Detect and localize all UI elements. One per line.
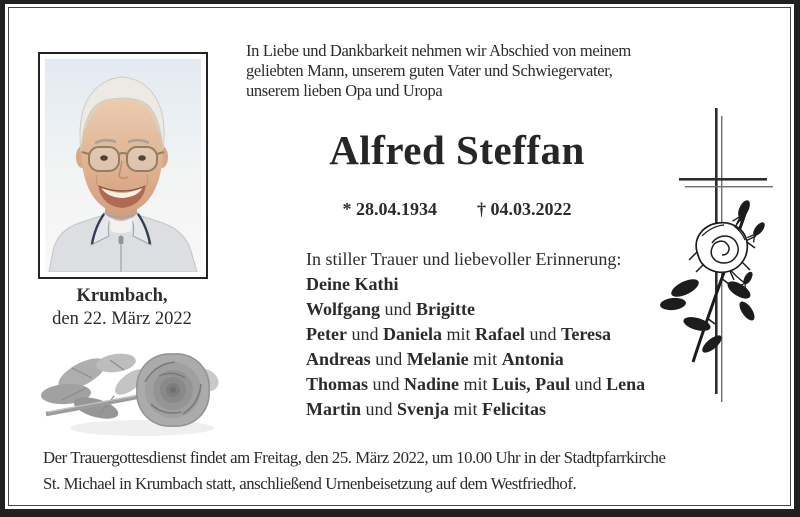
portrait-illustration — [45, 59, 201, 272]
text-line: Wolfgang und Brigitte — [306, 299, 475, 319]
birth-date: * 28.04.1934 — [342, 199, 437, 219]
text-line: Martin und Svenja mit Felicitas — [306, 399, 546, 419]
deceased-name: Alfred Steffan — [329, 127, 585, 173]
text-line: Andreas und Melanie mit Antonia — [306, 349, 564, 369]
text-line: St. Michael in Krumbach statt, anschließend Urnenbeisetzung auf dem Westfriedhof. — [43, 473, 577, 493]
mourning-block — [306, 247, 676, 422]
place-label: Krumbach, — [76, 286, 168, 306]
place-date-block — [29, 285, 215, 331]
text-line: Deine Kathi — [306, 274, 399, 294]
intro-paragraph — [246, 41, 676, 101]
text-line: Thomas und Nadine mit Luis, Paul und Lena — [306, 374, 646, 394]
service-announcement — [43, 445, 783, 496]
text-line: geliebten Mann, unserem guten Vater und Schwiegervater, — [246, 61, 613, 80]
death-date: † 04.03.2022 — [477, 199, 572, 219]
portrait-photo — [38, 52, 208, 279]
rose-photo — [30, 330, 225, 442]
cross-rose-illustration — [651, 92, 781, 414]
text-line: Der Trauergottesdienst findet am Freitag, den 25. März 2022, um 10.00 Uhr in der Stadtpfarrkirche — [43, 448, 666, 467]
text-line: In Liebe und Dankbarkeit nehmen wir Abschied von meinem — [246, 41, 631, 60]
text-line: Peter und Daniela mit Rafael und Teresa — [306, 324, 611, 344]
cross-rose-art — [651, 92, 781, 414]
life-dates — [245, 199, 669, 220]
mourning-intro: In stiller Trauer und liebevoller Erinnerung: — [306, 249, 622, 269]
mourner-lines — [306, 272, 676, 422]
text-line: unserem lieben Opa und Uropa — [246, 81, 443, 100]
date-label: den 22. März 2022 — [52, 309, 192, 329]
rose-photo-illustration — [30, 330, 225, 442]
